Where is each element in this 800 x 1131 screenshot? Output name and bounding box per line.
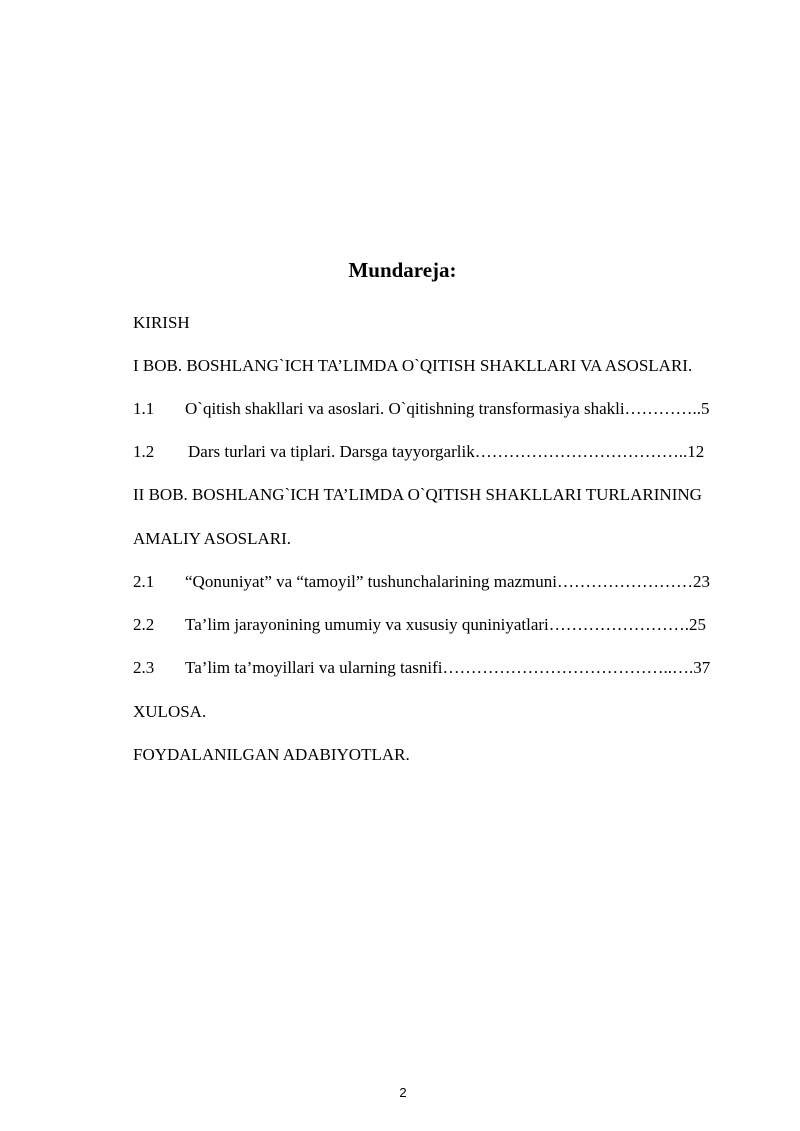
toc-conclusion: XULOSA. (133, 702, 207, 721)
toc-chapter-1-heading: I BOB. BOSHLANG`ICH TA’LIMDA O`QITISH SHAKLLARI VA ASOSLARI. (133, 356, 693, 375)
toc-references: FOYDALANILGAN ADABIYOTLAR. (133, 745, 410, 764)
page-number: 2 (399, 1085, 407, 1100)
section-number: 1.2 (133, 442, 155, 461)
toc-title: Mundareja: (348, 258, 457, 282)
section-number: 2.1 (133, 572, 155, 591)
section-title: Ta’lim jarayonining umumiy va xususiy quniniyatlari…………………….25 (185, 615, 707, 634)
section-number: 2.2 (133, 615, 155, 634)
section-title: Dars turlari va tiplari. Darsga tayyorgarlik………………………………..12 (188, 442, 705, 461)
toc-chapter-2-heading-line-1: II BOB. BOSHLANG`ICH TA’LIMDA O`QITISH SHAKLLARI TURLARINING (133, 485, 702, 504)
section-number: 2.3 (133, 658, 155, 677)
toc-section-1-2 (133, 441, 704, 463)
toc-intro: KIRISH (133, 313, 190, 332)
toc-section-2-3 (133, 657, 710, 679)
section-title: Ta’lim ta’moyillari va ularning tasnifi…………………………………..….37 (185, 658, 711, 677)
toc-chapter-2-heading-line-2: AMALIY ASOSLARI. (133, 529, 292, 548)
section-title: “Qonuniyat” va “tamoyil” tushunchalarining mazmuni……………………23 (185, 572, 710, 591)
toc-section-1-1 (133, 398, 710, 420)
toc-section-2-2 (133, 614, 706, 636)
toc-section-2-1 (133, 571, 710, 593)
section-number: 1.1 (133, 399, 155, 418)
section-title: O`qitish shakllari va asoslari. O`qitishning transformasiya shakli…………..5 (185, 399, 710, 418)
